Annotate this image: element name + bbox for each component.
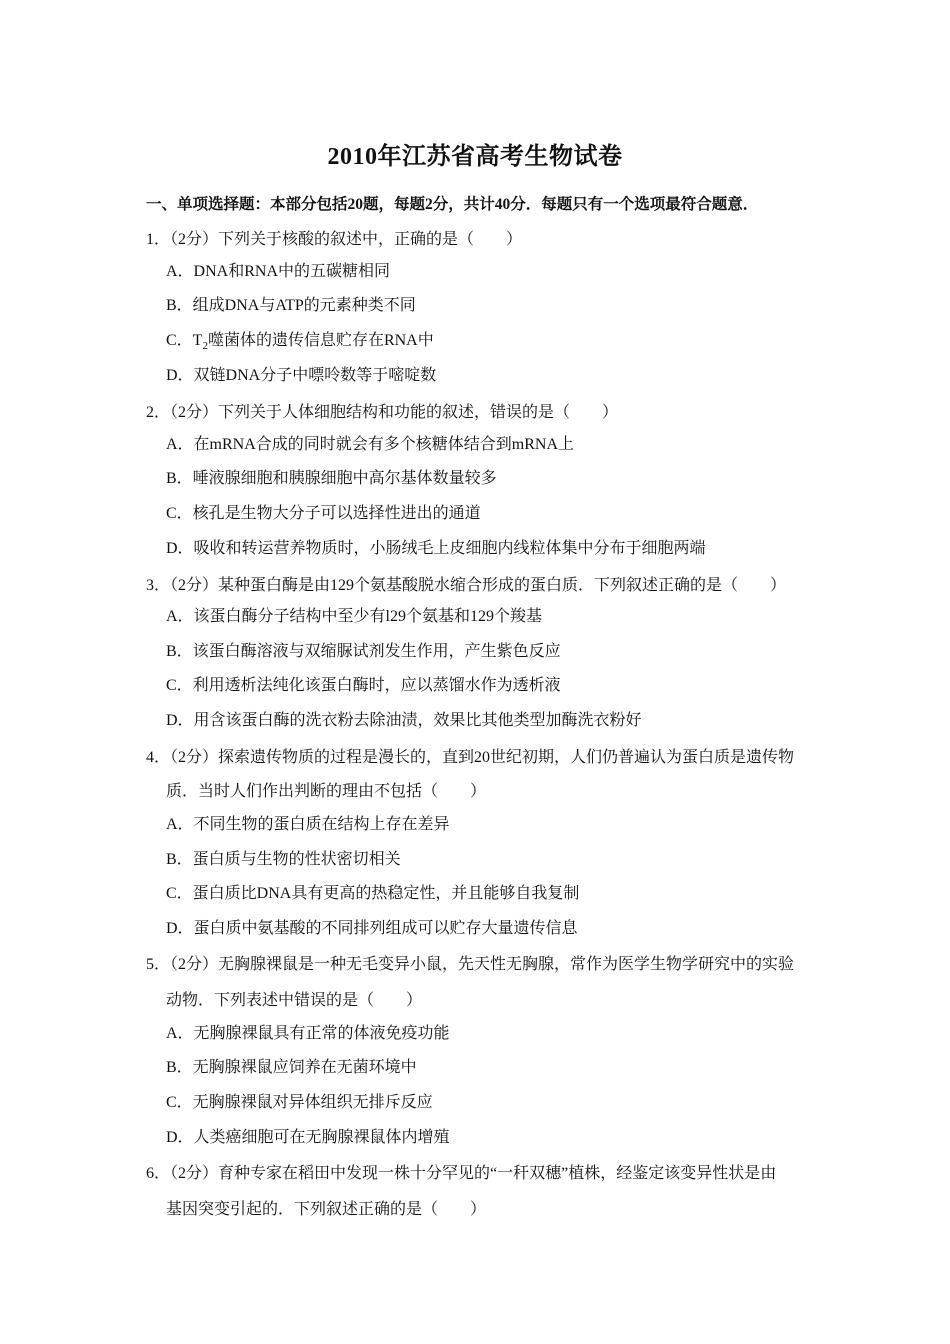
question-4-option-b: B．蛋白质与生物的性状密切相关 [166,851,401,868]
question-2-stem: 2．（2分）下列关于人体细胞结构和功能的叙述，错误的是（ ） [146,404,619,421]
question-3-stem: 3．（2分）某种蛋白酶是由129个氨基酸脱水缩合形成的蛋白质．下列叙述正确的是（ ） [146,577,787,594]
question-4-option-d: D．蛋白质中氨基酸的不同排列组成可以贮存大量遗传信息 [166,920,578,937]
question-6-stem-line1: 6．（2分）育种专家在稻田中发现一株十分罕见的“一秆双穗”植株，经鉴定该变异性状是由 [146,1165,777,1182]
question-3-option-c: C．利用透析法纯化该蛋白酶时，应以蒸馏水作为透析液 [166,677,561,694]
question-5-option-a: A．无胸腺裸鼠具有正常的体液免疫功能 [166,1025,450,1042]
question-4-option-a: A．不同生物的蛋白质在结构上存在差异 [166,816,450,833]
question-2-option-b: B．唾液腺细胞和胰腺细胞中高尔基体数量较多 [166,470,497,487]
question-1-option-d: D．双链DNA分子中嘌呤数等于嘧啶数 [166,367,437,384]
question-4-option-c: C．蛋白质比DNA具有更高的热稳定性，并且能够自我复制 [166,885,580,902]
question-1-option-c: C．$T_2$噬菌体的遗传信息贮存在RNA中 [166,332,434,353]
question-2-option-d: D．吸收和转运营养物质时，小肠绒毛上皮细胞内线粒体集中分布于细胞两端 [166,540,706,557]
page-title: 2010年江苏省高考生物试卷 [327,144,623,170]
question-2-option-c: C．核孔是生物大分子可以选择性进出的通道 [166,505,481,522]
question-5-stem-line2: 动物．下列表述中错误的是（ ） [166,992,423,1009]
question-5-option-b: B．无胸腺裸鼠应饲养在无菌环境中 [166,1059,417,1076]
question-5-option-d: D．人类癌细胞可在无胸腺裸鼠体内增殖 [166,1129,450,1146]
question-3-option-d: D．用含该蛋白酶的洗衣粉去除油渍，效果比其他类型加酶洗衣粉好 [166,712,642,729]
question-6-stem-line2: 基因突变引起的．下列叙述正确的是（ ） [166,1201,487,1218]
question-1-option-a: A．DNA和RNA中的五碳糖相同 [166,263,391,280]
question-1-option-b: B．组成DNA与ATP的元素种类不同 [166,297,416,314]
question-3-option-b: B．该蛋白酶溶液与双缩脲试剂发生作用，产生紫色反应 [166,643,561,660]
section-heading: 一、单项选择题：本部分包括20题，每题2分，共计40分．每题只有一个选项最符合题意． [146,196,759,213]
question-2-option-a: A．在mRNA合成的同时就会有多个核糖体结合到mRNA上 [166,436,575,453]
question-4-stem-line1: 4．（2分）探索遗传物质的过程是漫长的，直到20世纪初期，人们仍普遍认为蛋白质是遗传物 [146,749,795,766]
question-3-option-a: A．该蛋白酶分子结构中至少有l29个氨基和129个羧基 [166,608,543,625]
question-1-stem: 1．（2分）下列关于核酸的叙述中，正确的是（ ） [146,231,523,248]
question-4-stem-line2: 质．当时人们作出判断的理由不包括（ ） [166,783,487,800]
question-5-option-c: C．无胸腺裸鼠对异体组织无排斥反应 [166,1094,433,1111]
question-5-stem-line1: 5．（2分）无胸腺裸鼠是一种无毛变异小鼠，先天性无胸腺，常作为医学生物学研究中的实验 [146,956,795,973]
